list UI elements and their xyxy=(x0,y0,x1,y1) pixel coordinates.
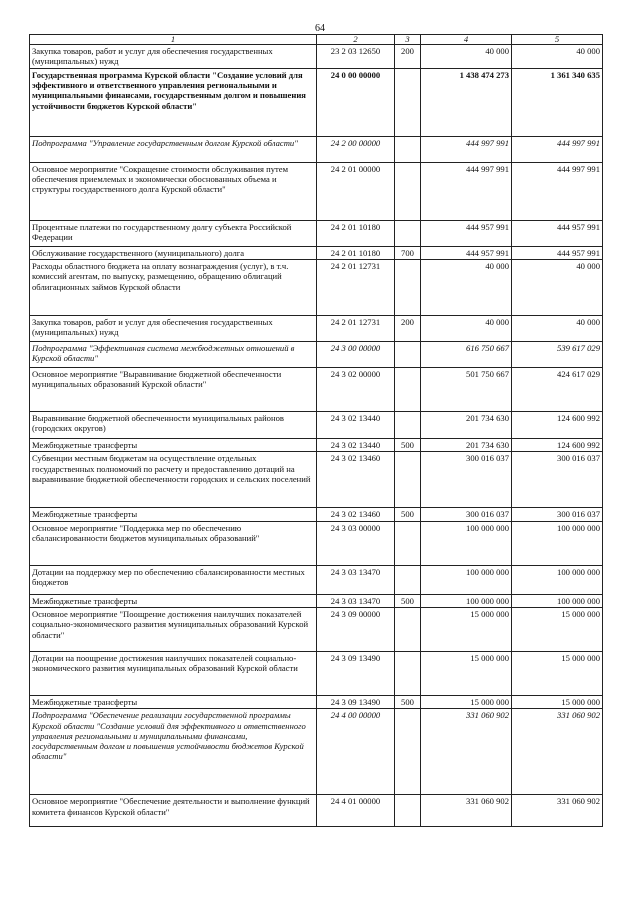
row-expense-type xyxy=(395,68,421,136)
row-code: 24 4 01 00000 xyxy=(317,795,395,827)
row-sum-1: 40 000 xyxy=(421,45,512,69)
row-sum-2: 40 000 xyxy=(512,315,603,341)
row-sum-1: 300 016 037 xyxy=(421,452,512,508)
row-sum-2: 444 997 991 xyxy=(512,136,603,162)
row-code: 24 0 00 00000 xyxy=(317,68,395,136)
row-sum-2: 100 000 000 xyxy=(512,521,603,565)
row-expense-type: 500 xyxy=(395,695,421,708)
row-expense-type xyxy=(395,709,421,795)
row-sum-2: 15 000 000 xyxy=(512,607,603,651)
row-code: 24 3 02 00000 xyxy=(317,367,395,411)
row-name: Закупка товаров, работ и услуг для обеспечения государственных (муниципальных) нужд xyxy=(30,315,317,341)
row-sum-1: 201 734 630 xyxy=(421,411,512,438)
row-sum-1: 501 750 667 xyxy=(421,367,512,411)
row-name: Основное мероприятие "Выравнивание бюджетной обеспеченности муниципальных образований Курской области" xyxy=(30,367,317,411)
row-name: Подпрограмма "Эффективная система межбюджетных отношений в Курской области" xyxy=(30,341,317,367)
row-sum-2: 331 060 902 xyxy=(512,795,603,827)
row-sum-1: 444 997 991 xyxy=(421,136,512,162)
row-expense-type: 500 xyxy=(395,508,421,521)
table-row xyxy=(30,411,603,438)
row-sum-1: 616 750 667 xyxy=(421,341,512,367)
table-row xyxy=(30,367,603,411)
row-expense-type xyxy=(395,565,421,594)
row-expense-type: 500 xyxy=(395,594,421,607)
row-sum-2: 424 617 029 xyxy=(512,367,603,411)
row-code: 24 3 03 13470 xyxy=(317,565,395,594)
row-name: Основное мероприятие "Поощрение достижения наилучших показателей социально-экономического развития муниципальных образований Курской области" xyxy=(30,607,317,651)
table-row xyxy=(30,594,603,607)
row-code: 24 2 01 10180 xyxy=(317,220,395,246)
row-sum-1: 15 000 000 xyxy=(421,695,512,708)
table-row xyxy=(30,452,603,508)
row-sum-2: 40 000 xyxy=(512,259,603,315)
row-name: Основное мероприятие "Поддержка мер по обеспечению сбалансированности бюджетов муниципальных образований" xyxy=(30,521,317,565)
table-row xyxy=(30,795,603,827)
row-sum-2: 300 016 037 xyxy=(512,452,603,508)
row-expense-type xyxy=(395,162,421,220)
table-row xyxy=(30,695,603,708)
row-expense-type xyxy=(395,136,421,162)
table-row xyxy=(30,315,603,341)
row-name: Расходы областного бюджета на оплату вознаграждения (услуг), в т.ч. комиссий агентам, по выпуску, размещению, обращению облигаций облигационных займов Курской области xyxy=(30,259,317,315)
table-row xyxy=(30,565,603,594)
table-row xyxy=(30,521,603,565)
row-expense-type: 700 xyxy=(395,246,421,259)
table-row xyxy=(30,68,603,136)
row-code: 24 2 01 00000 xyxy=(317,162,395,220)
row-sum-2: 100 000 000 xyxy=(512,594,603,607)
row-sum-2: 444 957 991 xyxy=(512,246,603,259)
row-sum-2: 331 060 902 xyxy=(512,709,603,795)
row-code: 24 3 03 00000 xyxy=(317,521,395,565)
table-row xyxy=(30,651,603,695)
table-row xyxy=(30,246,603,259)
row-sum-1: 444 957 991 xyxy=(421,246,512,259)
table-row xyxy=(30,259,603,315)
row-code: 24 4 00 00000 xyxy=(317,709,395,795)
row-name: Межбюджетные трансферты xyxy=(30,508,317,521)
row-code: 24 2 01 12731 xyxy=(317,315,395,341)
row-expense-type xyxy=(395,367,421,411)
row-expense-type xyxy=(395,607,421,651)
column-header: 1 xyxy=(30,35,317,45)
row-expense-type xyxy=(395,259,421,315)
row-name: Межбюджетные трансферты xyxy=(30,594,317,607)
row-sum-1: 100 000 000 xyxy=(421,594,512,607)
row-name: Подпрограмма "Управление государственным долгом Курской области" xyxy=(30,136,317,162)
row-name: Закупка товаров, работ и услуг для обеспечения государственных (муниципальных) нужд xyxy=(30,45,317,69)
row-expense-type xyxy=(395,220,421,246)
row-code: 23 2 03 12650 xyxy=(317,45,395,69)
row-sum-2: 124 600 992 xyxy=(512,438,603,451)
row-code: 24 2 01 10180 xyxy=(317,246,395,259)
table-row xyxy=(30,508,603,521)
row-sum-1: 40 000 xyxy=(421,259,512,315)
row-name: Выравнивание бюджетной обеспеченности муниципальных районов (городских округов) xyxy=(30,411,317,438)
row-expense-type xyxy=(395,452,421,508)
row-name: Подпрограмма "Обеспечение реализации государственной программы Курской области "Создание условий для эффективного и ответственного управления региональными и муниципальными финансами, государственным долгом и повышения устойчивости бюджетов Курской области" xyxy=(30,709,317,795)
column-header: 5 xyxy=(512,35,603,45)
row-name: Межбюджетные трансферты xyxy=(30,695,317,708)
row-name: Основное мероприятие "Сокращение стоимости обслуживания путем обеспечения приемлемых и экономически обоснованных объема и структуры государственного долга Курской области" xyxy=(30,162,317,220)
row-name: Дотации на поддержку мер по обеспечению сбалансированности местных бюджетов xyxy=(30,565,317,594)
table-row xyxy=(30,220,603,246)
row-sum-2: 100 000 000 xyxy=(512,565,603,594)
row-sum-1: 100 000 000 xyxy=(421,565,512,594)
row-name: Обслуживание государственного (муниципального) долга xyxy=(30,246,317,259)
row-sum-2: 124 600 992 xyxy=(512,411,603,438)
row-expense-type: 500 xyxy=(395,438,421,451)
row-expense-type xyxy=(395,411,421,438)
row-code: 24 3 09 13490 xyxy=(317,695,395,708)
row-code: 24 3 09 13490 xyxy=(317,651,395,695)
table-row xyxy=(30,607,603,651)
row-sum-1: 331 060 902 xyxy=(421,709,512,795)
row-code: 24 2 00 00000 xyxy=(317,136,395,162)
row-code: 24 3 00 00000 xyxy=(317,341,395,367)
row-name: Субвенции местным бюджетам на осуществление отдельных государственных полномочий по расчету и предоставлению дотаций на выравнивание бюджетной обеспеченности городских и сельских поселений xyxy=(30,452,317,508)
row-expense-type: 200 xyxy=(395,315,421,341)
row-sum-2: 40 000 xyxy=(512,45,603,69)
column-header: 2 xyxy=(317,35,395,45)
row-sum-1: 201 734 630 xyxy=(421,438,512,451)
row-name: Основное мероприятие "Обеспечение деятельности и выполнение функций комитета финансов Курской области" xyxy=(30,795,317,827)
row-sum-1: 331 060 902 xyxy=(421,795,512,827)
row-expense-type: 200 xyxy=(395,45,421,69)
row-name: Межбюджетные трансферты xyxy=(30,438,317,451)
table-row xyxy=(30,136,603,162)
column-header-row xyxy=(30,35,603,45)
row-sum-2: 15 000 000 xyxy=(512,695,603,708)
row-sum-1: 100 000 000 xyxy=(421,521,512,565)
row-name: Дотации на поощрение достижения наилучших показателей социально-экономического развития муниципальных образований Курской области xyxy=(30,651,317,695)
row-sum-2: 300 016 037 xyxy=(512,508,603,521)
table-row xyxy=(30,162,603,220)
row-sum-2: 1 361 340 635 xyxy=(512,68,603,136)
column-header: 4 xyxy=(421,35,512,45)
row-sum-1: 15 000 000 xyxy=(421,651,512,695)
row-sum-1: 300 016 037 xyxy=(421,508,512,521)
row-code: 24 3 09 00000 xyxy=(317,607,395,651)
row-expense-type xyxy=(395,651,421,695)
row-sum-2: 539 617 029 xyxy=(512,341,603,367)
row-code: 24 3 02 13440 xyxy=(317,411,395,438)
row-code: 24 3 03 13470 xyxy=(317,594,395,607)
row-sum-1: 444 997 991 xyxy=(421,162,512,220)
table-row xyxy=(30,438,603,451)
row-name: Государственная программа Курской области "Создание условий для эффективного и ответственного управления региональными и муниципальными финансами, государственным долгом и повышения устойчивости бюджетов Курской области" xyxy=(30,68,317,136)
row-sum-2: 444 997 991 xyxy=(512,162,603,220)
row-code: 24 2 01 12731 xyxy=(317,259,395,315)
row-sum-1: 444 957 991 xyxy=(421,220,512,246)
row-expense-type xyxy=(395,341,421,367)
table-row xyxy=(30,341,603,367)
row-sum-2: 15 000 000 xyxy=(512,651,603,695)
row-sum-1: 15 000 000 xyxy=(421,607,512,651)
page-number: 64 xyxy=(315,23,325,34)
table-row xyxy=(30,45,603,69)
budget-table xyxy=(29,34,603,827)
row-name: Процентные платежи по государственному долгу субъекта Российской Федерации xyxy=(30,220,317,246)
row-code: 24 3 02 13440 xyxy=(317,438,395,451)
column-header: 3 xyxy=(395,35,421,45)
row-expense-type xyxy=(395,795,421,827)
row-sum-2: 444 957 991 xyxy=(512,220,603,246)
row-sum-1: 40 000 xyxy=(421,315,512,341)
row-code: 24 3 02 13460 xyxy=(317,508,395,521)
table-row xyxy=(30,709,603,795)
row-sum-1: 1 438 474 273 xyxy=(421,68,512,136)
row-code: 24 3 02 13460 xyxy=(317,452,395,508)
row-expense-type xyxy=(395,521,421,565)
